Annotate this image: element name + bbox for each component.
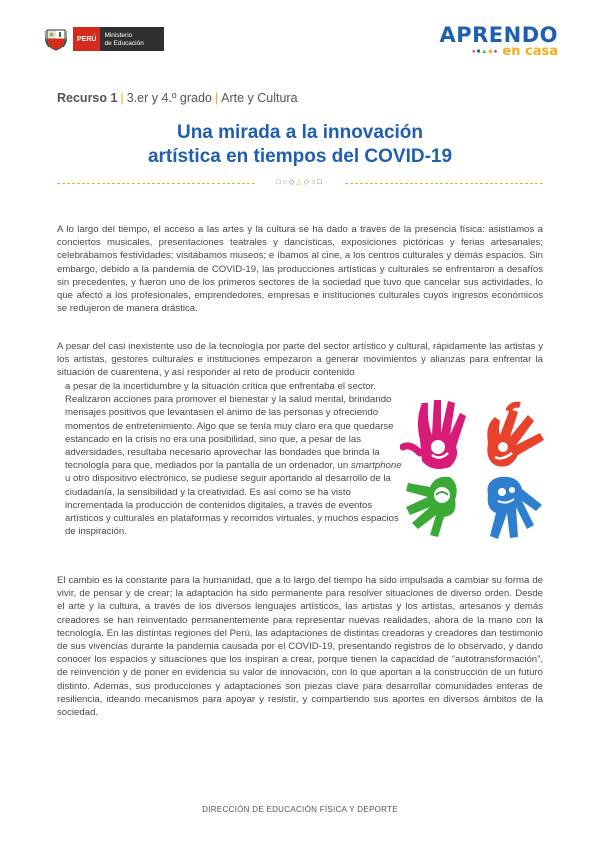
brand-shapes-icon: ●■▲◆● bbox=[471, 49, 499, 55]
magenta-hand-icon bbox=[403, 400, 466, 469]
paragraph-3: El cambio es la constante para la humanidad, que a lo largo del tiempo ha sido impulsada a cambiar su forma de vivir, de pensar y de crear; la adaptación ha sido permanente para resolver situaciones de diverso orden. Desde el arte y la cultura, a través de los diversos lenguajes artísticos, las artistas y los artistas, artesanos y demás creadores se han reinventado permanentemente para representar nuevas realidades, ahora de la mano con la tecnología. En las distintas regiones del Perú, las adaptaciones de distintas creadoras y creadores dan testimonio de sus vivencias durante la pandemia causada por el COVID-19, presentando registros de lo observado, y dando conocer los espacios y situaciones que los inspiran a crear, porque tienen la capacidad de “autotransformación”, de reinvención y de poner en evidencia su valor de innovación, con lo que aportan a la construcción de un futuro distinto. Además, sus producciones y adaptaciones son piezas clave para desarrollar comunidades enteras de resiliencia, ideando mecanismos para apoyar y resistir, y compartiendo sus aportes en diversos ámbitos de la sociedad. bbox=[57, 575, 543, 719]
separator: | bbox=[120, 91, 124, 105]
resource-grade: 3.er y 4.º grado bbox=[126, 91, 212, 105]
resource-label: Recurso 1 bbox=[57, 91, 118, 105]
title-line-2: artística en tiempos del COVID-19 bbox=[147, 146, 453, 167]
paragraph-2-part-1: a pesar de la incertidumbre y la situación crítica que enfrentaba el sector. Realizaron acciones para promover el bienestar y la salud mental, brindando mensajes positivos que levantasen el ánimo de las personas y ofreciendo momentos de entretenimiento. Algo que se tenía muy claro era que quedarse estancado en la crisis no era una posibilidad, sino que, a pesar de las adversidades, resultaba necesario aprovechar las bondades que brinda la tecnología para que, mediados por la pantalla de un ordenador, un bbox=[65, 381, 394, 472]
divider-shapes-icon: □○◇△◇○□ bbox=[276, 179, 324, 186]
aprendo-en-casa-logo bbox=[438, 24, 558, 59]
brand-title: APRENDO bbox=[439, 23, 558, 47]
peru-coat-of-arms-icon bbox=[45, 27, 67, 51]
ministry-name bbox=[100, 27, 163, 51]
divider-line-left bbox=[57, 183, 255, 184]
ministry-badge bbox=[73, 27, 164, 51]
page-title bbox=[0, 121, 600, 169]
divider-line-right bbox=[345, 183, 543, 184]
paragraph-2-intro: A pesar del casi inexistente uso de la tecnología por parte del sector artístico y cultural, rápidamente las artistas y los artistas, gestores culturales e instituciones empezaron a generar movimientos y alianzas para enfrentar la situación de cuarentena, y así responder al reto de producir contenido bbox=[57, 341, 543, 379]
resource-info bbox=[57, 91, 298, 105]
paragraph-1: A lo largo del tiempo, el acceso a las artes y la cultura se ha dado a través de la presencia física: asistíamos a conciertos musicales, presentaciones teatrales y dancísticas, exposiciones pictóricas y ferias artesanales; celebrábamos festividades; visitábamos museos; e íbamos al cine, a los centros culturales y demás espacios. Sin embargo, debido a la pandemia de COVID-19, las producciones artísticas y culturales se enfrentaron a desafíos sin precedentes, y fueron uno de los primeros sectores de la sociedad que tuvo que cancelar sus actividades, lo que afectó a los profesionales, emprendedores, empresas e instituciones culturales cuyos ingresos económicos se redujeron de manera drástica. bbox=[57, 224, 543, 315]
paragraph-2-part-2: u otro dispositivo electrónico, se pudiese seguir aportando al desarrollo de la ciudadanía, la sensibilidad y la creatividad. Es así como se ha visto incrementada la producción de contenidos digitales, a través de eventos artísticos y culturales en plataformas y recorridos virtuales, y muchos espacios de inspiración. bbox=[65, 473, 399, 538]
resource-area: Arte y Cultura bbox=[221, 91, 298, 105]
paragraph-2-italic: smartphone bbox=[350, 460, 402, 472]
paragraph-2-body bbox=[65, 380, 407, 538]
separator: | bbox=[214, 91, 219, 105]
red-hand-icon bbox=[487, 405, 544, 467]
footer-department: DIRECCIÓN DE EDUCACIÓN FÍSICA Y DEPORTE bbox=[202, 805, 398, 814]
ministry-line-2: de Educación bbox=[104, 39, 144, 47]
minedu-logo bbox=[45, 27, 164, 51]
blue-hand-icon bbox=[488, 477, 543, 539]
peru-label: PERÚ bbox=[73, 27, 100, 51]
title-line-1: Una mirada a la innovación bbox=[176, 122, 424, 143]
green-hand-icon bbox=[406, 477, 457, 537]
colorful-hands-illustration bbox=[400, 395, 560, 555]
ministry-line-1: Ministerio bbox=[104, 32, 133, 39]
brand-subtitle: en casa bbox=[502, 44, 558, 59]
